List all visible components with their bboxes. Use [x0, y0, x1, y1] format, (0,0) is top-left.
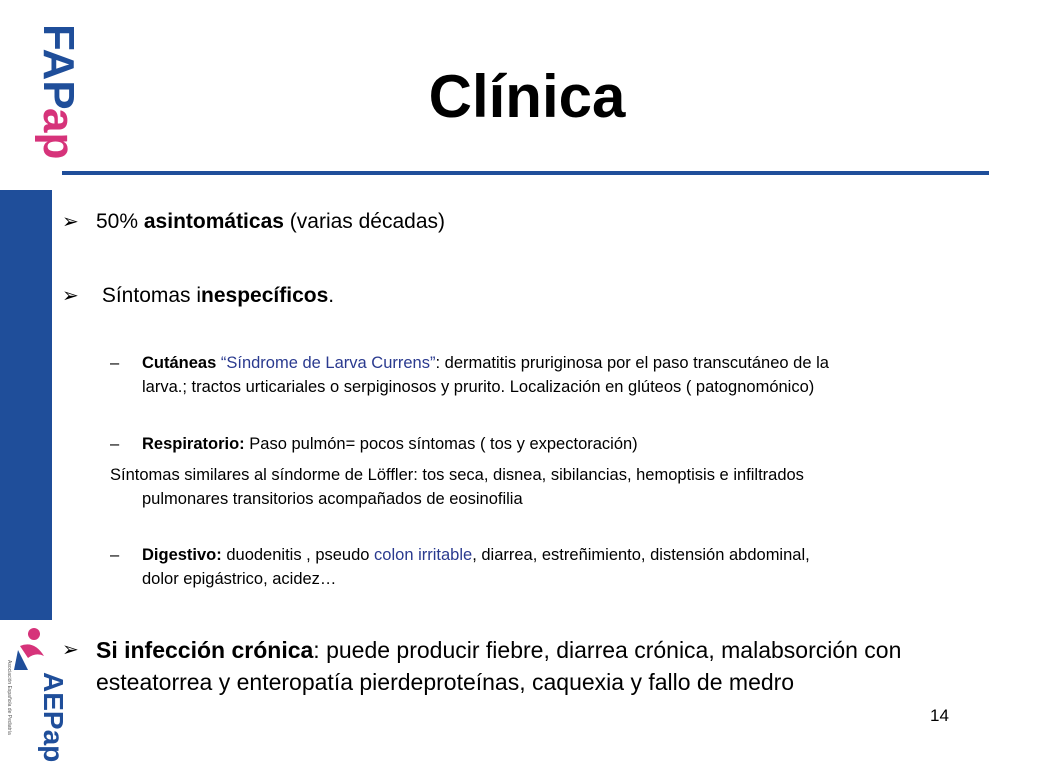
svg-text:ap: ap: [34, 108, 83, 160]
dash-bullet: –: [110, 354, 120, 372]
page-number: 14: [930, 706, 949, 725]
aepap-logo: [0, 620, 69, 768]
arrow-bullet-icon: ➢: [62, 639, 79, 661]
title-underline: [62, 171, 989, 175]
bullet-infeccion-cronica: ➢ Si infección crónica: puede producir fiebre, diarrea crónica, malabsorción con esteatorrea y enteropatía pierdeproteínas, caquexia y fallo de medro: [62, 634, 982, 698]
sub-item-cutaneas: – Cutáneas “Síndrome de Larva Currens”: dermatitis pruriginosa por el paso transcutáneo de la larva.; tractos urticariales o serpiginosos y prurito. Localización en glúteos ( patognomónico): [110, 351, 990, 399]
svg-text:Asociación Española de Pediatr: Asociación Española de Pediatría: [6, 660, 12, 735]
dash-bullet: –: [110, 546, 120, 564]
sub-item-digestivo: – Digestivo: duodenitis , pseudo colon irritable, diarrea, estreñimiento, distensión abdominal, dolor epigástrico, acidez…: [110, 543, 990, 591]
arrow-bullet-icon: ➢: [62, 211, 79, 233]
bullet-asintomaticas: ➢ 50% asintomáticas (varias décadas): [62, 208, 445, 236]
arrow-bullet-icon: ➢: [62, 285, 79, 307]
loffler-paragraph: Síntomas similares al síndorme de Löffler: tos seca, disnea, sibilancias, hemoptisis e infiltrados pulmonares transitorios acompañados de eosinofilia: [110, 466, 804, 508]
svg-text:AEPap: AEPap: [38, 672, 69, 763]
svg-text:FAP: FAP: [34, 24, 83, 110]
slide-title: Clínica: [428, 63, 626, 130]
bullet-inespecificos: ➢ Síntomas inespecíficos.: [62, 282, 334, 310]
brand-blue-band: [0, 190, 52, 620]
dash-bullet: –: [110, 435, 120, 453]
sub-item-respiratorio: – Respiratorio: Paso pulmón= pocos síntomas ( tos y expectoración): [110, 432, 990, 456]
